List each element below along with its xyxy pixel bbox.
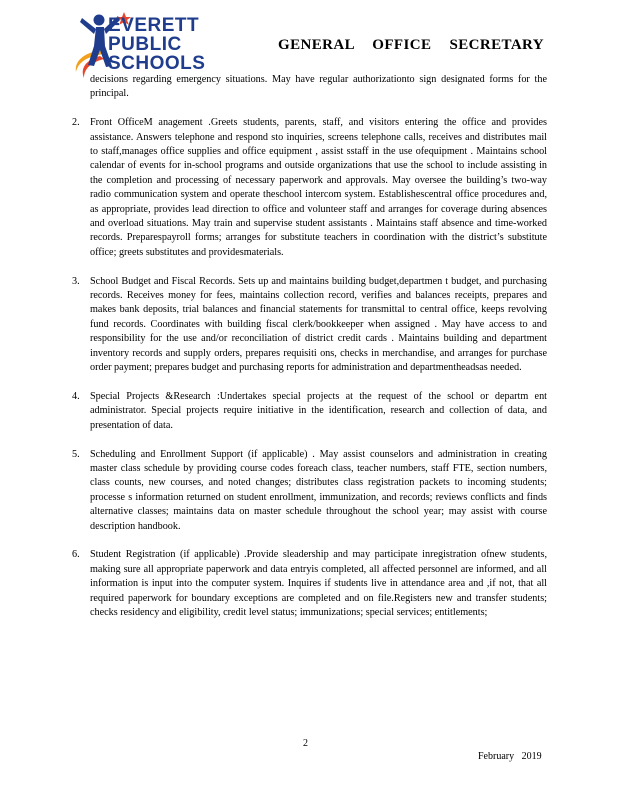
duties-list <box>72 116 547 620</box>
list-item-number: 3. <box>72 275 80 287</box>
page-number: 2 <box>303 738 308 749</box>
list-item-number: 6. <box>72 549 80 561</box>
list-item-text: School Budget and Fiscal Records. Sets up and maintains building budget,departmen t budget, and purchasing records. Receives money for fees, maintains collection record, verifies and balances receipts, prepares and makes bank deposits, trial balances and financial statements for transmittal to central office, keeps revolving fund records. Coordinates with building fiscal clerk/bookkeeper when assigned . May have access to and responsibility for the use and/or reconciliation of district credit cards . Maintains building and department inventory records and supply orders, prepares requisiti ons, checks in merchandise, and arranges for purchase order payment; prepares budget and purchasing reports for administration and departmentheadsas needed. <box>90 275 547 374</box>
list-item-number: 4. <box>72 390 80 402</box>
list-item <box>72 448 547 534</box>
list-item <box>72 548 547 620</box>
list-item-text: Front OfficeM anagement .Greets students, parents, staff, and visitors entering the office and provides assistance. Answers telephone and respond sto inquiries, screens telephone calls, receives and distributes mail to staff,manages office supplies and office equipment , assist sstaff in the use ofequipment . Maintains school calendar of events for in-school programs and outside organizations that use the school to include assisting in the completion and processing of necessary paperwork and approvals. May oversee the building’s two-way radio communication system and operate theschool intercom system. Establishescentral office procedures and, as appropriate, provides lead direction to office and volunteer staff and arranges for coverage during absences and overload situations. May train and supervise student assistants . Maintains staff absence and time-worked records. Preparespayroll forms; arranges for substitute teachers in coordination with the district’s substitute office; greets substitutes and providesmaterials. <box>90 117 547 258</box>
continuation-paragraph: decisions regarding emergency situations. May have regular authorizationto sign designated forms for the principal. <box>90 74 547 100</box>
logo-wordmark <box>108 16 205 73</box>
list-item-number: 5. <box>72 448 80 460</box>
list-item <box>72 116 547 260</box>
footer-date: February 2019 <box>478 751 542 762</box>
list-item <box>72 275 547 376</box>
everett-public-schools-logo <box>72 10 250 80</box>
document-title: GENERAL OFFICE SECRETARY <box>278 37 544 53</box>
list-item <box>72 390 547 433</box>
logo-figure-head <box>94 15 105 26</box>
list-item-text: Scheduling and Enrollment Support (if applicable) . May assist counselors and administration in creating master class schedule by providing course codes foreach class, teacher numbers, staff FTE, section numbers, class counts, new courses, and noted changes; distributes class registration packets to incoming students; processe s information returned on student enrollment, immunization, and records; reviews conflicts and finds alternative classes; maintains data on master schedule throughout the school year; may assist with course description handbook. <box>90 448 547 532</box>
list-item-text: Student Registration (if applicable) .Provide sleadership and may participate inregistration ofnew students, making sure all appropriate paperwork and data entryis completed, all affected personnel are informed, and all information is input into the computer system. Inquires if students live in attendance area and ,if not, that all required paperwork for boundary exceptions are completed and on file.Registers new and transfer students; checks residency and eligibility, credit level status; immunizations; special services; entitlements; <box>90 549 547 618</box>
list-item-text: Special Projects &Research :Undertakes special projects at the request of the school or departm ent administrator. Special projects require initiative in the identification, research and collection of data, and presentation of data. <box>90 390 547 431</box>
logo-line-everett: EVERETT <box>108 15 200 36</box>
logo-line-schools: SCHOOLS <box>108 53 206 74</box>
logo-line-public: PUBLIC <box>108 34 182 55</box>
document-body <box>72 73 547 620</box>
list-item-number: 2. <box>72 117 80 129</box>
